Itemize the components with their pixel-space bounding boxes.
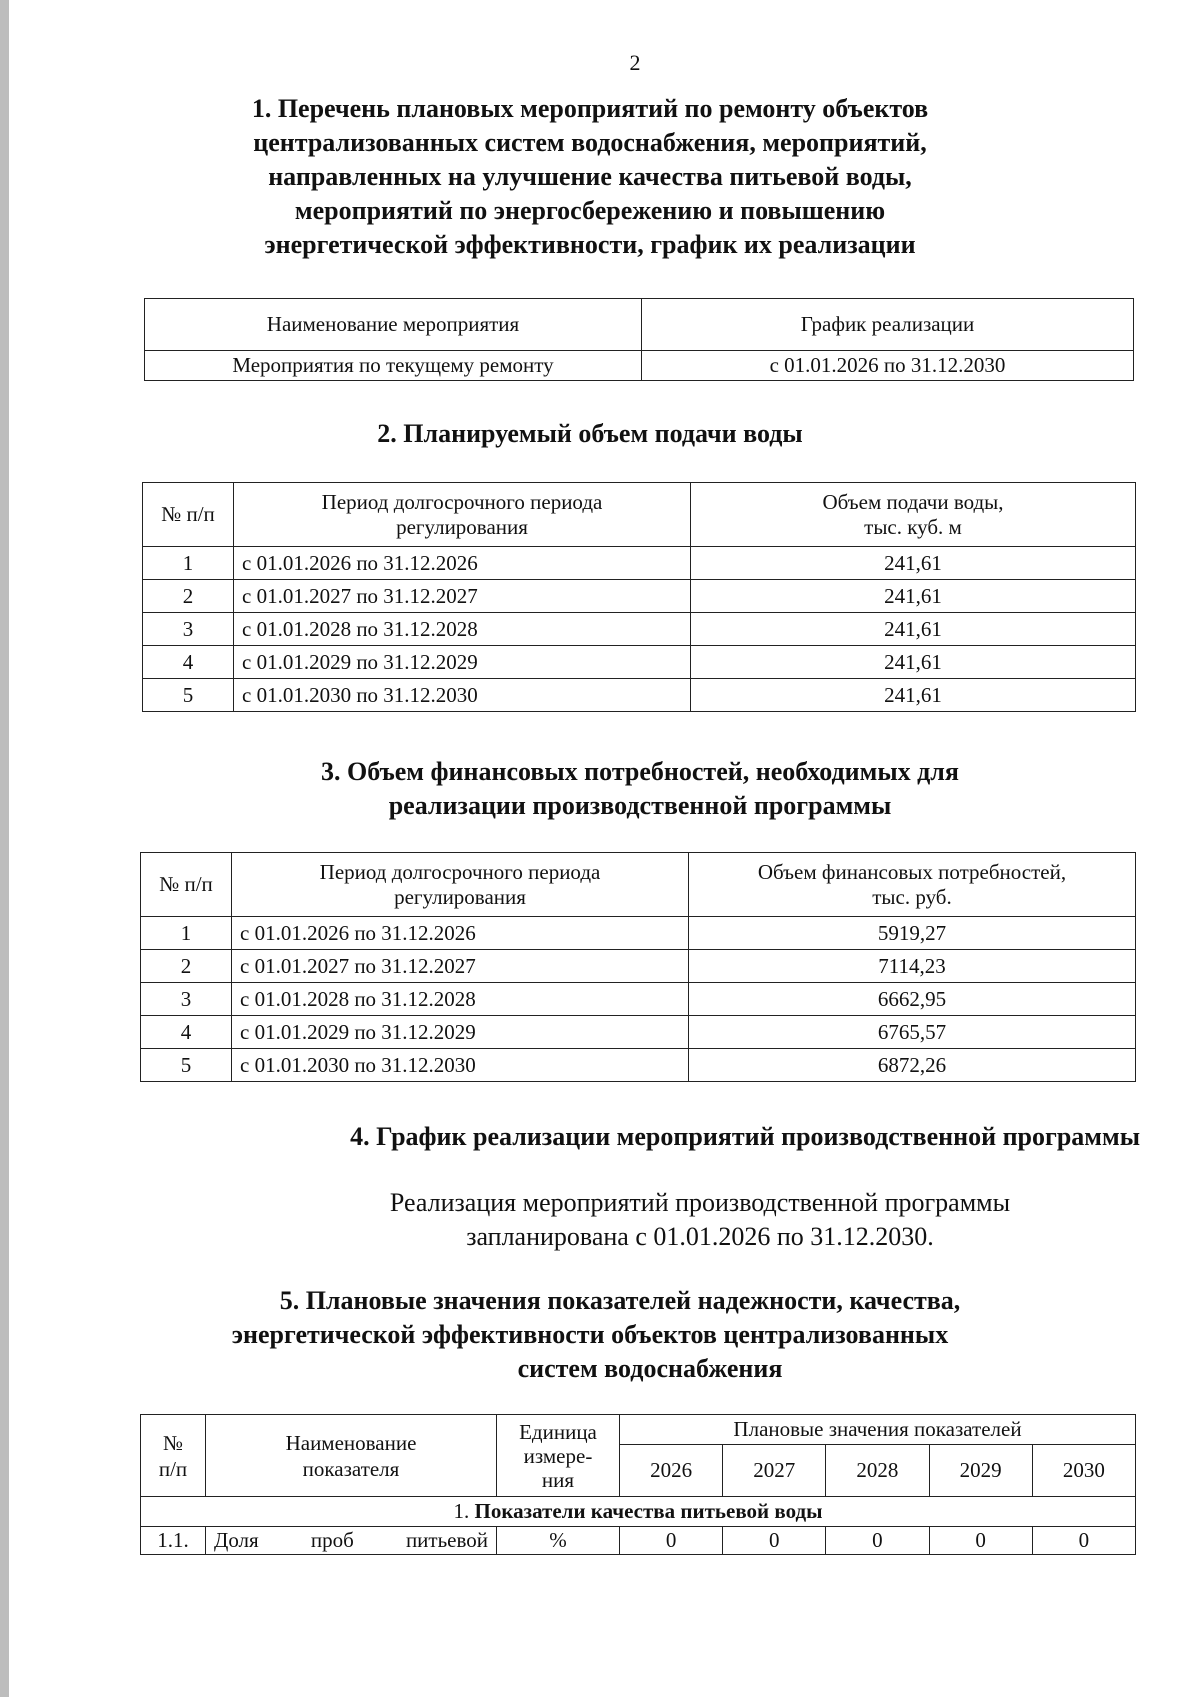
header-schedule: График реализации	[642, 299, 1134, 351]
section4-title: 4. График реализации мероприятий производственной программы	[350, 1122, 1140, 1151]
header-financial-needs: Объем финансовых потребностей, тыс. руб.	[689, 853, 1136, 917]
header-number: № п/п	[141, 853, 232, 917]
table-row: 5 с 01.01.2030 по 31.12.2030 6872,26	[141, 1049, 1136, 1082]
table-row: 5 с 01.01.2030 по 31.12.2030 241,61	[143, 679, 1136, 712]
section5-table	[140, 1414, 1136, 1555]
header-measure-name: Наименование мероприятия	[145, 299, 642, 351]
section4-text: Реализация мероприятий производственной программы запланирована с 01.01.2026 по 31.12.2030.	[389, 1188, 1011, 1251]
indicator-name: Доля проб питьевой	[214, 1528, 488, 1552]
scan-edge	[0, 0, 9, 1697]
header-number: № п/п	[143, 483, 234, 547]
table-row: 1 с 01.01.2026 по 31.12.2026 241,61	[143, 547, 1136, 580]
table-row: 2 с 01.01.2027 по 31.12.2027 241,61	[143, 580, 1136, 613]
table-header-row	[145, 299, 1134, 351]
section1-title: 1. Перечень плановых мероприятий по ремонту объектов централизованных систем водоснабжения, мероприятий, направленных на улучшение качества питьевой воды, мероприятий по энергосбережению и повышению энергетической эффективности, график их реализации	[251, 94, 929, 259]
header-period: Период долгосрочного периода регулирования	[234, 483, 691, 547]
section3-table	[140, 852, 1136, 1082]
table-row: 1.1. Доля проб питьевой % 0 0 0 0 0	[141, 1527, 1136, 1555]
header-period: Период долгосрочного периода регулирования	[232, 853, 689, 917]
table-row: 4 с 01.01.2029 по 31.12.2029 241,61	[143, 646, 1136, 679]
table-row: 4 с 01.01.2029 по 31.12.2029 6765,57	[141, 1016, 1136, 1049]
header-year-2028: 2028	[826, 1445, 929, 1497]
table-row: 2 с 01.01.2027 по 31.12.2027 7114,23	[141, 950, 1136, 983]
section2-table	[142, 482, 1136, 712]
header-unit: Единица измере- ния	[497, 1415, 620, 1497]
section3-title: 3. Объем финансовых потребностей, необходимых для реализации производственной программы	[321, 757, 959, 820]
section2-title: 2. Планируемый объем подачи воды	[377, 419, 803, 448]
table-header-row	[141, 1415, 1136, 1445]
section1-table	[144, 298, 1134, 381]
table-header-row	[141, 853, 1136, 917]
table-row: 3 с 01.01.2028 по 31.12.2028 6662,95	[141, 983, 1136, 1016]
page-number: 2	[629, 50, 641, 75]
table-row: Мероприятия по текущему ремонту с 01.01.2026 по 31.12.2030	[145, 351, 1134, 381]
header-number: № п/п	[141, 1415, 206, 1497]
header-volume: Объем подачи воды, тыс. куб. м	[691, 483, 1136, 547]
group-label: Показатели качества питьевой воды	[474, 1499, 823, 1523]
table-row: 3 с 01.01.2028 по 31.12.2028 241,61	[143, 613, 1136, 646]
section5-title: 5. Плановые значения показателей надежности, качества, энергетической эффективности объектов централизованных систем водоснабжения	[231, 1286, 961, 1383]
header-planned-values: Плановые значения показателей	[620, 1415, 1136, 1445]
header-year-2030: 2030	[1032, 1445, 1135, 1497]
header-indicator-name: Наименование показателя	[206, 1415, 497, 1497]
group-number: 1.	[453, 1499, 470, 1523]
header-year-2029: 2029	[929, 1445, 1032, 1497]
table-group-row	[141, 1497, 1136, 1527]
header-year-2026: 2026	[620, 1445, 723, 1497]
table-row: 1 с 01.01.2026 по 31.12.2026 5919,27	[141, 917, 1136, 950]
header-year-2027: 2027	[723, 1445, 826, 1497]
table-header-row	[143, 483, 1136, 547]
